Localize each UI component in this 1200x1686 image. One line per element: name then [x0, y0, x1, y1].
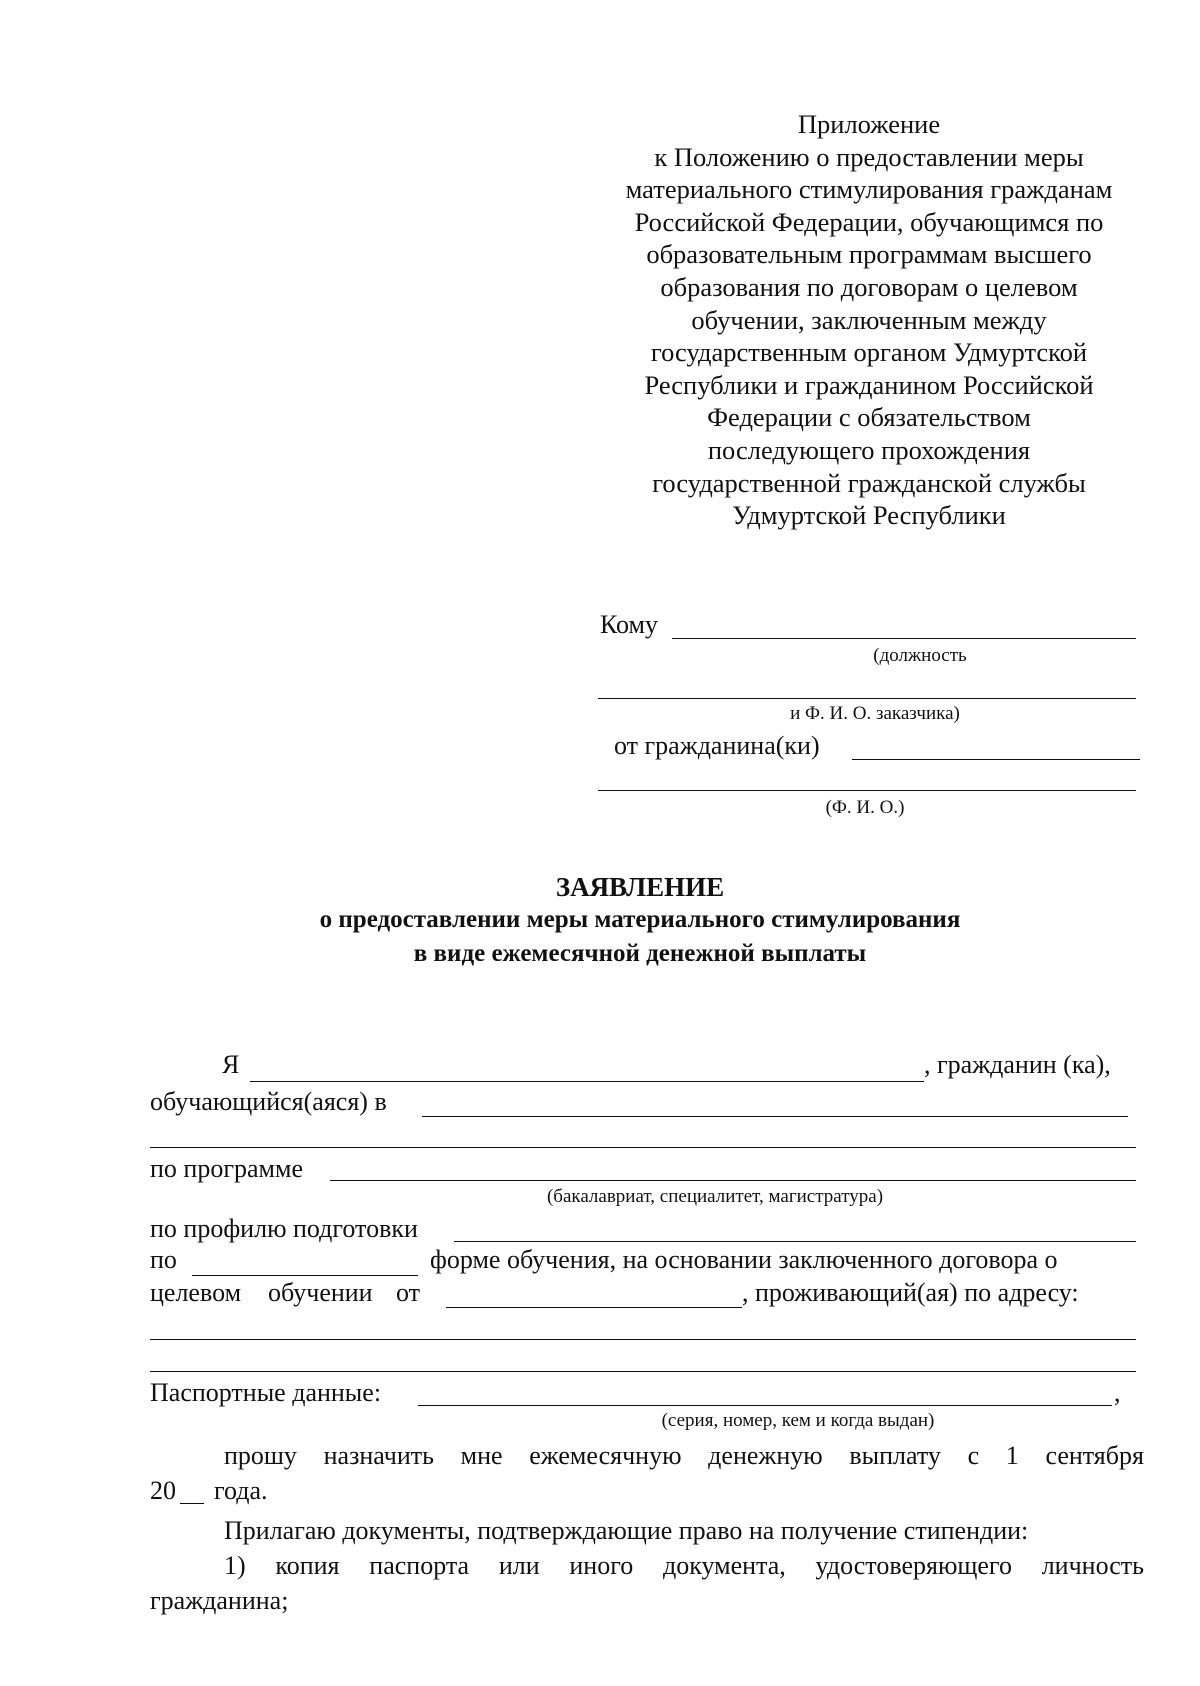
program-caption: (бакалавриат, специалитет, магистратура)	[546, 1186, 884, 1207]
year-suffix: года.	[214, 1476, 268, 1505]
request-word: ежемесячную	[529, 1441, 682, 1470]
request-word: с	[967, 1441, 980, 1470]
appendix-line: государственной гражданской службы	[652, 467, 1086, 498]
request-word: 1	[1005, 1441, 1019, 1470]
request-line	[224, 1440, 1144, 1472]
contract-word-3: от	[396, 1278, 421, 1307]
request-word: прошу	[224, 1441, 297, 1470]
appendix-line: Республики и гражданином Российской	[644, 369, 1094, 400]
year-prefix: 20	[150, 1476, 176, 1505]
contract-word-2: обучении	[268, 1278, 373, 1307]
item1-word: паспорта	[369, 1551, 470, 1580]
item1-word: иного	[569, 1551, 634, 1580]
institution-field[interactable]	[422, 1116, 1128, 1117]
to-caption-position: (должность	[873, 645, 967, 666]
appendix-line: Российской Федерации, обучающимся по	[634, 206, 1104, 237]
year-field[interactable]	[180, 1503, 204, 1504]
passport-field[interactable]	[418, 1405, 1112, 1406]
item1-word: удостоверяющего	[815, 1551, 1012, 1580]
profile-label: по профилю подготовки	[150, 1214, 418, 1243]
ya-label: Я	[222, 1050, 240, 1079]
from-name-field[interactable]	[852, 759, 1140, 760]
program-field[interactable]	[330, 1180, 1136, 1181]
request-word: назначить	[323, 1441, 434, 1470]
address-field-1[interactable]	[150, 1339, 1136, 1340]
appendix-line: к Положению о предоставлении меры	[654, 141, 1084, 172]
appendix-line: образования по договорам о целевом	[660, 271, 1078, 302]
item1-end: гражданина;	[150, 1586, 289, 1615]
appendix-line: Удмуртской Республики	[732, 500, 1006, 531]
profile-field[interactable]	[454, 1241, 1136, 1242]
document-title: ЗАЯВЛЕНИЕ	[555, 872, 725, 902]
appendix-line: государственным органом Удмуртской	[650, 337, 1088, 368]
attach-text: Прилагаю документы, подтверждающие право на получение стипендии:	[224, 1516, 1029, 1545]
appendix-line: Приложение	[797, 109, 941, 139]
form-prefix: по	[150, 1245, 177, 1274]
residing-label: , проживающий(ая) по адресу:	[742, 1278, 1079, 1307]
appendix-line: материального стимулирования гражданам	[625, 174, 1113, 205]
appendix-line: Федерации с обязательством	[707, 402, 1031, 433]
passport-caption: (серия, номер, кем и когда выдан)	[661, 1410, 935, 1431]
item1-word: 1)	[224, 1551, 246, 1580]
full-name-field[interactable]	[250, 1081, 924, 1082]
passport-label: Паспортные данные:	[150, 1378, 382, 1407]
contract-word-1: целевом	[150, 1278, 242, 1307]
contract-date-field[interactable]	[446, 1307, 742, 1308]
appendix-line: образовательным программам высшего	[646, 239, 1092, 270]
item1-word: документа,	[663, 1551, 786, 1580]
appendix-line: обучении, заключенным между	[691, 304, 1047, 335]
from-caption-name: (Ф. И. О.)	[825, 797, 905, 818]
item1-word: личность	[1041, 1551, 1144, 1580]
to-label: Кому	[600, 610, 659, 639]
program-label: по программе	[150, 1154, 303, 1183]
to-name-field[interactable]	[598, 698, 1136, 699]
request-word: выплату	[849, 1441, 941, 1470]
request-word: мне	[460, 1441, 503, 1470]
passport-comma: ,	[1114, 1378, 1121, 1407]
request-word: сентября	[1045, 1441, 1144, 1470]
citizen-label: , гражданин (ка),	[924, 1050, 1111, 1079]
address-field-2[interactable]	[150, 1371, 1136, 1372]
from-name-field-2[interactable]	[598, 790, 1136, 791]
item1-word: копия	[275, 1551, 340, 1580]
document-subtitle-1: о предоставлении меры материального стимулирования	[319, 906, 961, 933]
appendix-line: последующего прохождения	[707, 434, 1031, 465]
request-word: денежную	[708, 1441, 823, 1470]
to-position-field[interactable]	[672, 638, 1136, 639]
document-subtitle-2: в виде ежемесячной денежной выплаты	[413, 940, 867, 967]
item1-line	[224, 1550, 1144, 1582]
appendix-header	[592, 108, 1146, 532]
item1-word: или	[498, 1551, 540, 1580]
from-label: от гражданина(ки)	[614, 731, 820, 760]
to-caption-name: и Ф. И. О. заказчика)	[790, 703, 960, 724]
study-form-field[interactable]	[192, 1275, 418, 1276]
studying-in-label: обучающийся(аяся) в	[150, 1087, 387, 1116]
institution-field-2[interactable]	[150, 1147, 1136, 1148]
form-text: форме обучения, на основании заключенного договора о	[430, 1245, 1058, 1274]
